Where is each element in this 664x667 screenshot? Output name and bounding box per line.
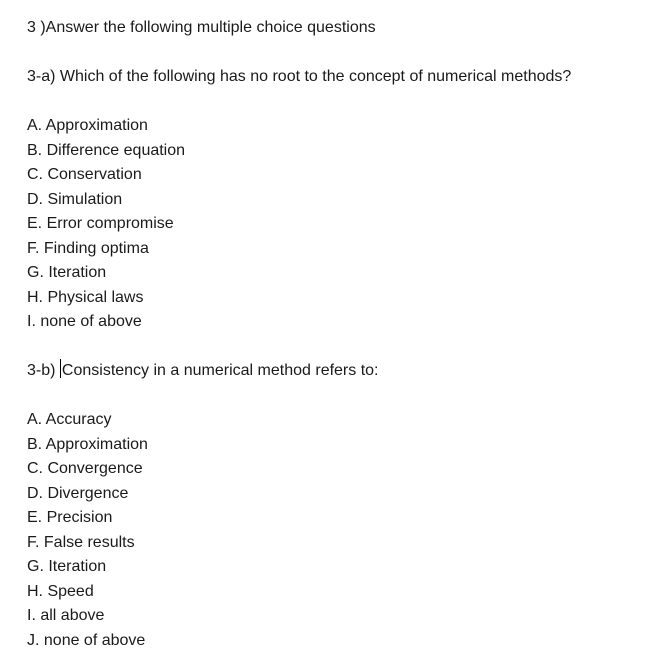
section-heading: 3 )Answer the following multiple choice questions — [27, 19, 376, 36]
question-3a-prefix: 3-a) — [27, 68, 56, 85]
option-3a-e: E. Error compromise — [27, 215, 174, 232]
document-page — [27, 16, 657, 653]
option-3b-b: B. Approximation — [27, 435, 148, 453]
text-cursor — [60, 359, 61, 378]
option-3b-f: F. False results — [27, 533, 135, 551]
option-3a-i: I. none of above — [27, 313, 142, 330]
option-3b-j: J. none of above — [27, 631, 146, 649]
blank-line — [27, 90, 657, 115]
option-3b-a: A. Accuracy — [27, 411, 112, 428]
option-3b-c: C. Convergence — [27, 460, 143, 477]
option-3a-g: G. Iteration — [27, 264, 107, 281]
option-3a-c: C. Conservation — [27, 166, 142, 183]
question-3b[interactable] — [27, 359, 657, 384]
question-3b-text: Consistency in a numerical method refers to: — [61, 362, 379, 379]
option-3a-b: B. Difference equation — [27, 141, 186, 159]
question-3b-prefix: 3-b) — [27, 362, 56, 379]
option-3b-d: D. Divergence — [27, 484, 129, 502]
blank-line — [27, 384, 657, 409]
question-3a-text: Which of the following has no root to the concept of numerical methods? — [55, 68, 572, 85]
option-3b-i: I. all above — [27, 607, 105, 624]
question-3a — [27, 65, 657, 90]
option-3b-e: E. Precision — [27, 509, 113, 526]
option-3b-h: H. Speed — [27, 582, 94, 600]
option-3a-a: A. Approximation — [27, 117, 148, 134]
blank-line — [27, 41, 657, 66]
blank-line — [27, 335, 657, 360]
option-3a-d: D. Simulation — [27, 190, 123, 208]
option-3b-g: G. Iteration — [27, 558, 107, 575]
option-3a-f: F. Finding optima — [27, 239, 149, 257]
option-3a-h: H. Physical laws — [27, 288, 144, 306]
